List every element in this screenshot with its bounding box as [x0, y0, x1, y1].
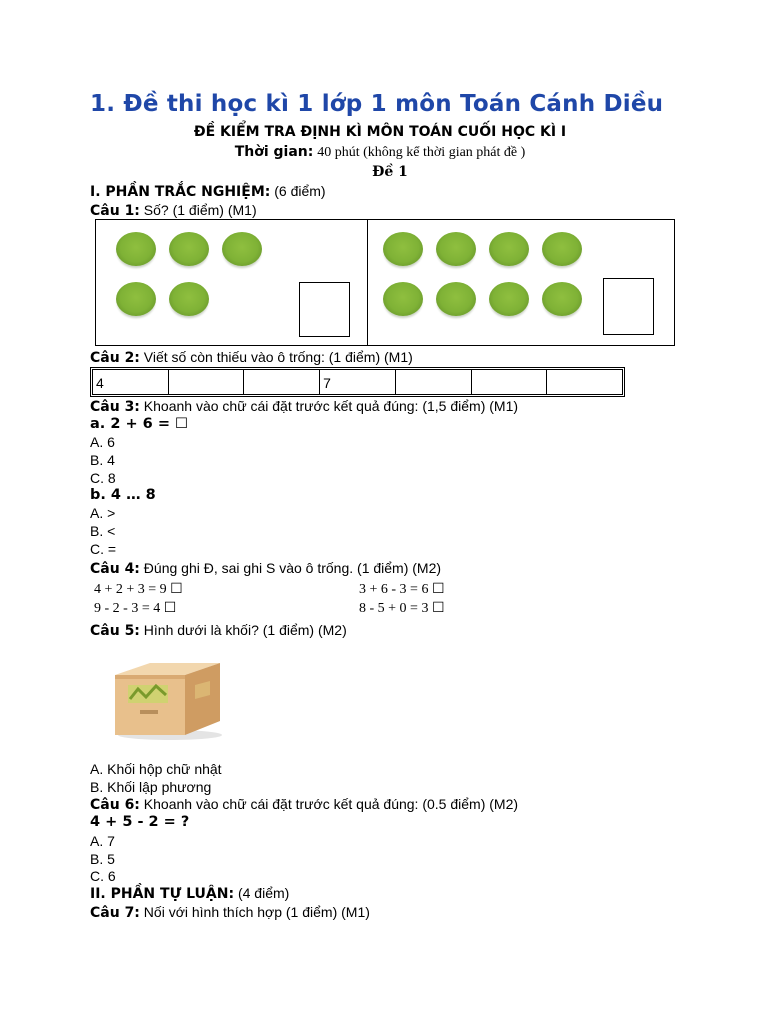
time-label: Thời gian: — [234, 144, 314, 160]
q6-option[interactable]: C. 6 — [90, 868, 116, 884]
counting-dot — [436, 232, 476, 266]
counting-dot — [542, 282, 582, 316]
q3b-option[interactable]: B. < — [90, 523, 116, 539]
q6-question: 4 + 5 - 2 = ? — [90, 814, 190, 830]
q5-heading — [90, 622, 347, 640]
q4-equation[interactable]: 9 - 2 - 3 = 4 ☐ — [94, 601, 177, 616]
q3a-option[interactable]: A. 6 — [90, 434, 115, 450]
q2-heading — [90, 349, 413, 367]
answer-box-left[interactable] — [299, 282, 350, 337]
q5-label: Câu 5: — [90, 623, 140, 639]
q5-option[interactable]: A. Khối hộp chữ nhật — [90, 761, 222, 777]
q4-equation[interactable]: 8 - 5 + 0 = 3 ☐ — [359, 601, 445, 616]
sequence-cell[interactable] — [244, 370, 320, 394]
part1-points: (6 điểm) — [274, 183, 326, 199]
counting-divider — [367, 220, 368, 345]
q2-label: Câu 2: — [90, 350, 140, 366]
counting-dot — [116, 282, 156, 316]
counting-box — [95, 219, 675, 346]
counting-dot — [169, 282, 209, 316]
sequence-cell[interactable] — [472, 370, 548, 394]
counting-dot — [383, 232, 423, 266]
part2-heading — [90, 885, 289, 903]
q3-label: Câu 3: — [90, 399, 140, 415]
q1-text: Số? (1 điểm) (M1) — [143, 202, 257, 218]
part1-label: I. PHẦN TRẮC NGHIỆM: — [90, 184, 271, 200]
q6-option[interactable]: B. 5 — [90, 851, 115, 867]
counting-dot — [222, 232, 262, 266]
counting-dot — [542, 232, 582, 266]
q5-text: Hình dưới là khối? (1 điểm) (M2) — [143, 622, 347, 638]
exam-time — [90, 143, 670, 161]
q7-heading — [90, 904, 370, 922]
sequence-cell[interactable] — [547, 370, 622, 394]
q4-text: Đúng ghi Đ, sai ghi S vào ô trống. (1 điểm) (M2) — [143, 560, 442, 576]
q7-label: Câu 7: — [90, 905, 140, 921]
q7-text: Nối với hình thích hợp (1 điểm) (M1) — [143, 904, 370, 920]
counting-dot — [169, 232, 209, 266]
counting-dot — [116, 232, 156, 266]
sequence-cell[interactable]: 7 — [320, 370, 396, 394]
sequence-cell[interactable] — [396, 370, 472, 394]
q4-label: Câu 4: — [90, 561, 140, 577]
q3a-option[interactable]: C. 8 — [90, 470, 116, 486]
q3b-question: b. 4 … 8 — [90, 487, 156, 503]
q3b-option[interactable]: A. > — [90, 505, 116, 521]
exam-number: Đề 1 — [372, 164, 408, 180]
q6-text: Khoanh vào chữ cái đặt trước kết quả đúng: (0.5 điểm) (M2) — [143, 796, 519, 812]
q3a-question: a. 2 + 6 = ☐ — [90, 416, 189, 432]
q1-heading — [90, 202, 257, 220]
sequence-table — [90, 367, 625, 397]
q1-label: Câu 1: — [90, 203, 140, 219]
q3-text: Khoanh vào chữ cái đặt trước kết quả đúng: (1,5 điểm) (M1) — [143, 398, 519, 414]
q6-option[interactable]: A. 7 — [90, 833, 115, 849]
counting-dot — [383, 282, 423, 316]
counting-dot — [489, 232, 529, 266]
part2-label: II. PHẦN TỰ LUẬN: — [90, 886, 235, 902]
time-value: 40 phút (không kể thời gian phát đề ) — [317, 145, 526, 160]
q3a-option[interactable]: B. 4 — [90, 452, 115, 468]
answer-box-right[interactable] — [603, 278, 654, 335]
cardboard-box-image — [110, 655, 225, 740]
counting-dot — [436, 282, 476, 316]
sequence-cell[interactable] — [169, 370, 245, 394]
q5-option[interactable]: B. Khối lập phương — [90, 779, 212, 795]
counting-dot — [489, 282, 529, 316]
q2-text: Viết số còn thiếu vào ô trống: (1 điểm) (M1) — [143, 349, 413, 365]
page-title: 1. Đề thi học kì 1 lớp 1 môn Toán Cánh Diều — [90, 91, 664, 117]
q4-equation[interactable]: 3 + 6 - 3 = 6 ☐ — [359, 582, 445, 597]
q3-heading — [90, 398, 518, 416]
part1-heading — [90, 183, 326, 201]
sequence-cell[interactable]: 4 — [93, 370, 169, 394]
q4-heading — [90, 560, 441, 578]
part2-points: (4 điểm) — [237, 885, 290, 901]
q4-equation[interactable]: 4 + 2 + 3 = 9 ☐ — [94, 582, 183, 597]
exam-subtitle: ĐỀ KIỂM TRA ĐỊNH KÌ MÔN TOÁN CUỐI HỌC KÌ I — [193, 124, 567, 140]
q3b-option[interactable]: C. = — [90, 541, 117, 557]
q6-label: Câu 6: — [90, 797, 140, 813]
q6-heading — [90, 796, 518, 814]
